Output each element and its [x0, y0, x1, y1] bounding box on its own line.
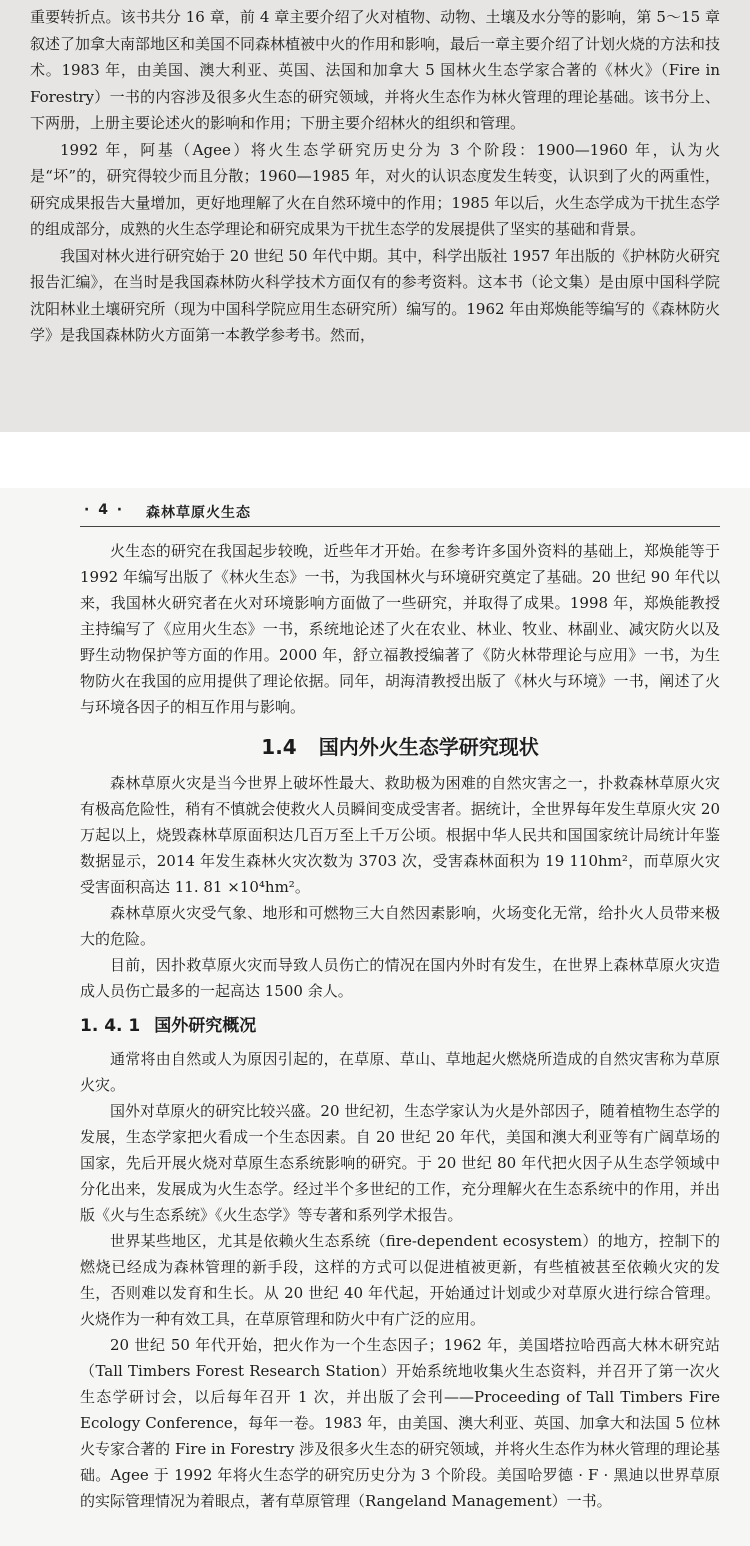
previous-page-body	[30, 4, 720, 349]
book-title: 森林草原火生态	[146, 505, 251, 521]
page-gap	[0, 432, 750, 488]
section-heading	[80, 732, 720, 762]
subsection-heading	[80, 1012, 720, 1040]
paragraph: 1992 年，阿基（Agee）将火生态学研究历史分为 3 个阶段：1900—1960 年，认为火是“坏”的，研究得较少而且分散；1960—1985 年，对火的认识态度发生转变，认识到了火的两重性，研究成果报告大量增加，更好地理解了火在自然环境中的作用；1985 年以后，火生态学成为干扰生态学的组成部分，成熟的火生态学理论和研究成果为干扰生态学的发展提供了坚实的基础和背景。	[30, 140, 720, 238]
paragraph: 20 世纪 50 年代开始，把火作为一个生态因子；1962 年，美国塔拉哈西高大林木研究站（Tall Timbers Forest Research Station）开始系统地收集火生态资料，并召开了第一次火生态学研讨会，以后每年召开 1 次，并出版了会刊——Proceeding of Tall Timbers Fire Ecology Conference，每年一卷。1983 年，由美国、澳大利亚、英国、加拿大和法国 5 位林火专家合著的 Fire in Forestry 涉及很多火生态的研究领域，并将火生态作为林火管理的理论基础。Agee 于 1992 年将火生态学的研究历史分为 3 个阶段。美国哈罗德 · F · 黑迪以世界草原的实际管理情况为着眼点，著有草原管理（Rangeland Management）一书。	[80, 1336, 720, 1510]
subsection-number: 1. 4. 1	[80, 1016, 141, 1036]
paragraph: 世界某些地区，尤其是依赖火生态系统（fire-dependent ecosystem）的地方，控制下的燃烧已经成为森林管理的新手段，这样的方式可以促进植被更新，有些植被甚至依赖火灾的发生，否则难以发育和生长。从 20 世纪 40 年代起，开始通过计划或少对草原火进行综合管理。火烧作为一种有效工具，在草原管理和防火中有广泛的应用。	[80, 1232, 720, 1328]
paragraph: 国外对草原火的研究比较兴盛。20 世纪初，生态学家认为火是外部因子，随着植物生态学的发展，生态学家把火看成一个生态因素。自 20 世纪 20 年代，美国和澳大利亚等有广阔草场的国家，先后开展火烧对草原生态系统影响的研究。于 20 世纪 80 年代把火因子从生态学领域中分化出来，发展成为火生态学。经过半个多世纪的工作，充分理解火在生态系统中的作用，并出版《火与生态系统》《火生态学》等专著和系列学术报告。	[80, 1102, 720, 1224]
paragraph: 森林草原火灾是当今世界上破坏性最大、救助极为困难的自然灾害之一，扑救森林草原火灾有极高危险性，稍有不慎就会使救火人员瞬间变成受害者。据统计，全世界每年发生草原火灾 20 万起以上，烧毁森林草原面积达几百万至上千万公顷。根据中华人民共和国国家统计局统计年鉴数据显示，2014 年发生森林火灾次数为 3703 次，受害森林面积为 19 110hm²，而草原火灾受害面积高达 11. 81 ×10⁴hm²。	[80, 774, 720, 896]
book-page	[0, 488, 750, 1546]
paragraph: 我国对林火进行研究始于 20 世纪 50 年代中期。其中，科学出版社 1957 年出版的《护林防火研究报告汇编》，在当时是我国森林防火科学技术方面仅有的参考资料。这本书（论文集）是由原中国科学院沈阳林业土壤研究所（现为中国科学院应用生态研究所）编写的。1962 年由郑焕能等编写的《森林防火学》是我国森林防火方面第一本教学参考书。然而，	[30, 246, 720, 344]
running-header	[80, 498, 720, 527]
paragraph: 森林草原火灾受气象、地形和可燃物三大自然因素影响，火场变化无常，给扑火人员带来极大的危险。	[80, 904, 720, 948]
paragraph: 重要转折点。该书共分 16 章，前 4 章主要介绍了火对植物、动物、土壤及水分等的影响，第 5～15 章叙述了加拿大南部地区和美国不同森林植被中火的作用和影响，最后一章主要介绍了计划火烧的方法和技术。1983 年，由美国、澳大利亚、英国、法国和加拿大 5 国林火生态学家合著的《林火》（Fire in Forestry）一书的内容涉及很多火生态的研究领域，并将火生态作为林火管理的理论基础。该书分上、下两册，上册主要论述火的影响和作用；下册主要介绍林火的组织和管理。	[30, 8, 721, 132]
previous-page-fragment	[0, 0, 750, 432]
section-title: 国内外火生态学研究现状	[318, 735, 539, 759]
intro-paragraph: 火生态的研究在我国起步较晚，近些年才开始。在参考许多国外资料的基础上，郑焕能等于 1992 年编写出版了《林火生态》一书，为我国林火与环境研究奠定了基础。20 世纪 90 年代以来，我国林火研究者在火对环境影响方面做了一些研究，并取得了成果。1998 年，郑焕能教授主持编写了《应用火生态》一书，系统地论述了火在农业、林业、牧业、林副业、减灾防火以及野生动物保护等方面的作用。2000 年，舒立福教授编著了《防火林带理论与应用》一书，为生物防火在我国的应用提供了理论依据。同年，胡海清教授出版了《林火与环境》一书，阐述了火与环境各因子的相互作用与影响。	[80, 542, 720, 716]
paragraph: 目前，因扑救草原火灾而导致人员伤亡的情况在国内外时有发生，在世界上森林草原火灾造成人员伤亡最多的一起高达 1500 余人。	[80, 956, 720, 1000]
page-body	[80, 538, 720, 1514]
section-number: 1.4	[261, 735, 297, 759]
subsection-title: 国外研究概况	[154, 1016, 257, 1036]
paragraph: 通常将由自然或人为原因引起的，在草原、草山、草地起火燃烧所造成的自然灾害称为草原火灾。	[80, 1050, 720, 1094]
page-number: · 4 ·	[84, 502, 125, 518]
